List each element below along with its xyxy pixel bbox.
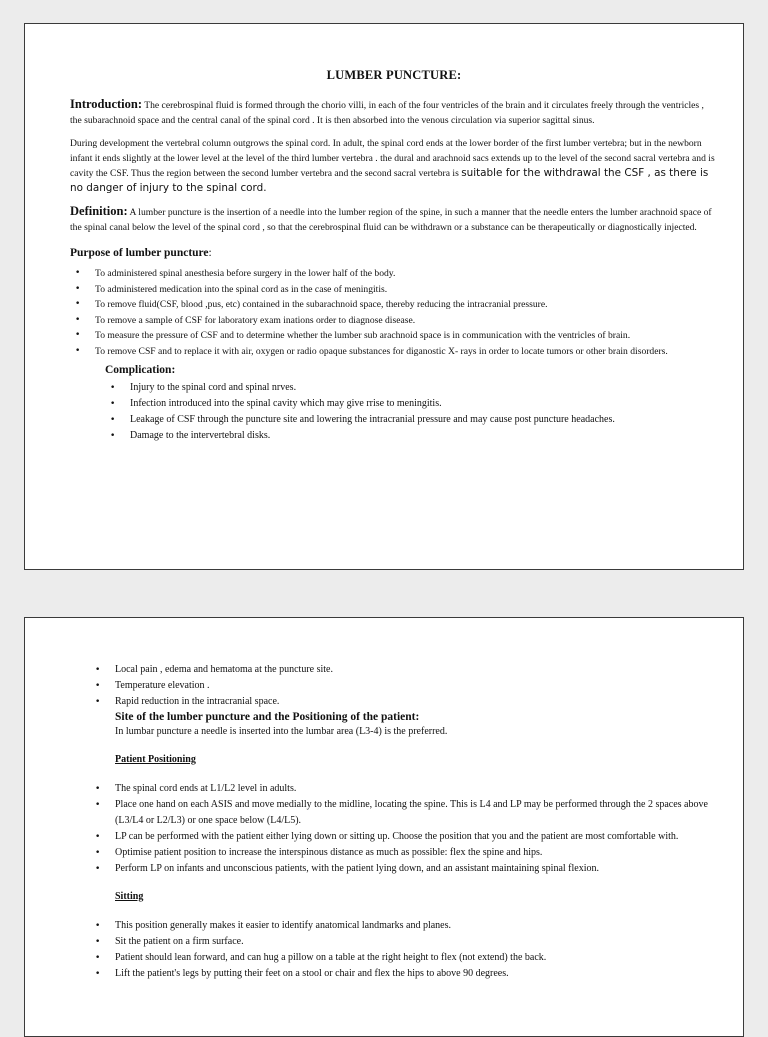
sitting-list — [91, 918, 718, 982]
list-item: • The spinal cord ends at L1/L2 level in adults. — [91, 781, 718, 797]
development-tail-text: suitable for the withdrawal the CSF , as there is no danger of injury to the spinal cord. — [70, 167, 709, 194]
list-item: • Perform LP on infants and unconscious patients, with the patient lying down, and an assistant maintaining spinal flexion. — [91, 861, 718, 877]
list-item: • Infection introduced into the spinal cavity which may give rrise to meningitis. — [105, 396, 718, 412]
definition-text: A lumber puncture is the insertion of a needle into the lumber region of the spine, in such a manner that the needle enters the lumber arachnoid space of the spinal canal below the level of the spinal cord , so that the cerebrospinal fluid can be withdrawn or a substance can be therapeutically or diagnostically injected. — [70, 207, 712, 233]
positioning-list — [91, 781, 718, 877]
development-paragraph — [70, 136, 718, 196]
purpose-heading — [70, 247, 718, 259]
site-text: In lumbar puncture a needle is inserted into the lumbar area (L3-4) is the preferred. — [115, 726, 448, 737]
definition-label: Definition: — [70, 204, 128, 218]
development-text: During development the vertebral column outgrows the spinal cord. In adult, the spinal cord ends at the lower border of the first lumber vertebra; but in the newborn infant it ends slightly at the lower level at the level of the third lumber vertebra . the dural and arachnoid sacs extends up to the level of the second sacral vertebra and is cavity the CSF. Thus the region between the second lumber vertebra and the second sacral vertebra is — [70, 138, 715, 179]
page-2-content — [115, 662, 718, 982]
purpose-list — [70, 267, 718, 358]
list-item: • LP can be performed with the patient either lying down or sitting up. Choose the position that you and the patient are most comfortable with. — [91, 829, 718, 845]
purpose-heading-colon: : — [208, 247, 212, 259]
list-item: • Patient should lean forward, and can hug a pillow on a table at the right height to flex (not extend) the back. — [91, 950, 718, 966]
introduction-label: Introduction: — [70, 97, 143, 111]
site-heading: Site of the lumber puncture and the Positioning of the patient: — [115, 711, 420, 723]
sitting-heading: Sitting — [115, 891, 144, 902]
list-item: • To administered medication into the spinal cord as in the case of meningitis. — [70, 283, 718, 297]
document-page-1 — [24, 23, 744, 570]
list-item: • Local pain , edema and hematoma at the puncture site. — [91, 662, 718, 678]
list-item: • Injury to the spinal cord and spinal nrves. — [105, 380, 718, 396]
complication-heading: Complication: — [105, 364, 176, 376]
list-item: • Leakage of CSF through the puncture site and lowering the intracranial pressure and may cause post puncture headaches. — [105, 412, 718, 428]
page-1-content — [70, 68, 718, 444]
definition-paragraph — [70, 204, 718, 235]
list-item: • To administered spinal anesthesia before surgery in the lower half of the body. — [70, 267, 718, 281]
list-item: • This position generally makes it easier to identify anatomical landmarks and planes. — [91, 918, 718, 934]
list-item: • Rapid reduction in the intracranial space. — [91, 694, 718, 710]
introduction-paragraph — [70, 97, 718, 128]
complication-continued-list — [91, 662, 718, 710]
list-item: • To remove CSF and to replace it with air, oxygen or radio opaque substances for diganostic X- rays in order to locate tumors or other brain disorders. — [70, 345, 718, 359]
complication-section — [105, 364, 718, 444]
list-item: • To measure the pressure of CSF and to determine whether the lumber sub arachnoid space is in communication with the ventricles of brain. — [70, 329, 718, 343]
list-item: • To remove a sample of CSF for laboratory exam inations order to diagnose disease. — [70, 314, 718, 328]
list-item: • Lift the patient's legs by putting their feet on a stool or chair and flex the hips to above 90 degrees. — [91, 966, 718, 982]
patient-positioning-heading: Patient Positioning — [115, 754, 196, 765]
list-item: • Optimise patient position to increase the interspinous distance as much as possible: flex the spine and hips. — [91, 845, 718, 861]
list-item: • Place one hand on each ASIS and move medially to the midline, locating the spine. This is L4 and LP may be performed through the 2 spaces above (L3/L4 or L2/L3) or one space below (L4/L5). — [91, 797, 718, 829]
document-page-2 — [24, 617, 744, 1037]
list-item: • Damage to the intervertebral disks. — [105, 428, 718, 444]
document-title: LUMBER PUNCTURE: — [326, 68, 462, 82]
purpose-heading-text: Purpose of lumber puncture — [70, 247, 209, 259]
list-item: • Temperature elevation . — [91, 678, 718, 694]
introduction-text: The cerebrospinal fluid is formed through the chorio villi, in each of the four ventricles of the brain and it circulates freely through the ventricles , the subarachnoid space and the central canal of the spinal cord . It is then absorbed into the venous circulation via superior sagittal sinus. — [70, 100, 704, 126]
list-item: • To remove fluid(CSF, blood ,pus, etc) contained in the subarachnoid space, thereby reducing the intracranial pressure. — [70, 298, 718, 312]
complication-list — [105, 380, 718, 444]
list-item: • Sit the patient on a firm surface. — [91, 934, 718, 950]
